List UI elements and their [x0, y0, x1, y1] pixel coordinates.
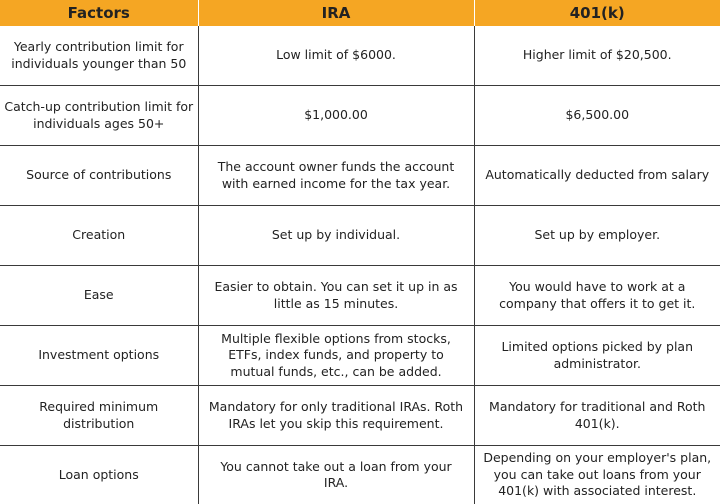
factor-cell: Yearly contribution limit for individuals younger than 50	[0, 26, 198, 86]
table-row	[0, 86, 720, 146]
ira-cell: Easier to obtain. You can set it up in as little as 15 minutes.	[198, 266, 474, 326]
ira-cell: You cannot take out a loan from your IRA.	[198, 446, 474, 504]
factor-cell: Ease	[0, 266, 198, 326]
table-row	[0, 386, 720, 446]
factor-cell: Creation	[0, 206, 198, 266]
table-row	[0, 26, 720, 86]
ira-cell: $1,000.00	[198, 86, 474, 146]
table-row	[0, 206, 720, 266]
ira-cell: The account owner funds the account with earned income for the tax year.	[198, 146, 474, 206]
401k-cell: Mandatory for traditional and Roth 401(k).	[474, 386, 720, 446]
ira-cell: Mandatory for only traditional IRAs. Roth IRAs let you skip this requirement.	[198, 386, 474, 446]
ira-cell: Set up by individual.	[198, 206, 474, 266]
ira-cell: Multiple flexible options from stocks, ETFs, index funds, and property to mutual funds, etc., can be added.	[198, 326, 474, 386]
header-401k: 401(k)	[474, 0, 720, 26]
401k-cell: Automatically deducted from salary	[474, 146, 720, 206]
table-row	[0, 446, 720, 504]
401k-cell: Set up by employer.	[474, 206, 720, 266]
401k-cell: $6,500.00	[474, 86, 720, 146]
header-ira: IRA	[198, 0, 474, 26]
401k-cell: Higher limit of $20,500.	[474, 26, 720, 86]
factor-cell: Required minimum distribution	[0, 386, 198, 446]
401k-cell: Depending on your employer's plan, you can take out loans from your 401(k) with associated interest.	[483, 450, 712, 499]
header-row	[0, 0, 720, 26]
ira-cell: Low limit of $6000.	[198, 26, 474, 86]
factor-cell: Source of contributions	[0, 146, 198, 206]
table-row	[0, 326, 720, 386]
factor-cell: Catch-up contribution limit for individuals ages 50+	[0, 86, 198, 146]
header-factors: Factors	[0, 0, 198, 26]
table-row	[0, 266, 720, 326]
factor-cell: Investment options	[0, 326, 198, 386]
401k-cell: You would have to work at a company that offers it to get it.	[474, 266, 720, 326]
401k-cell: Limited options picked by plan administrator.	[474, 326, 720, 386]
factor-cell: Loan options	[0, 446, 198, 504]
table-row	[0, 146, 720, 206]
